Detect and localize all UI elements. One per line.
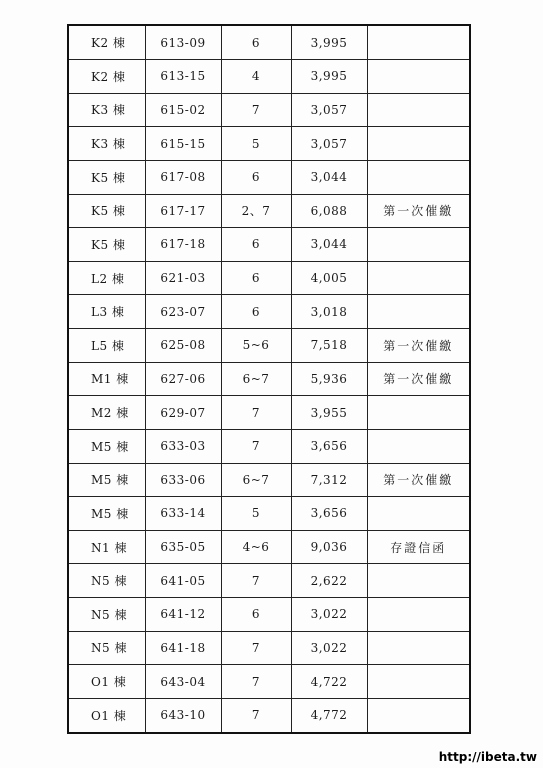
floor-cell: 7: [221, 93, 291, 127]
unit-cell: 615-02: [145, 93, 221, 127]
floor-cell: 7: [221, 698, 291, 733]
table-row: [68, 698, 470, 733]
amount-cell: 9,036: [291, 530, 367, 564]
table-row: [68, 25, 470, 60]
unit-cell: 641-12: [145, 598, 221, 632]
floor-cell: 4: [221, 60, 291, 94]
floor-cell: 7: [221, 665, 291, 699]
note-cell: [367, 698, 470, 733]
note-cell: [367, 160, 470, 194]
note-cell: 第一次催繳: [367, 194, 470, 228]
floor-cell: 6: [221, 598, 291, 632]
building-cell: K3 棟: [68, 127, 145, 161]
amount-cell: 4,005: [291, 261, 367, 295]
table-row: [68, 530, 470, 564]
note-cell: [367, 261, 470, 295]
unit-cell: 617-18: [145, 228, 221, 262]
note-cell: [367, 93, 470, 127]
note-cell: [367, 631, 470, 665]
amount-cell: 6,088: [291, 194, 367, 228]
unit-cell: 623-07: [145, 295, 221, 329]
floor-cell: 5: [221, 127, 291, 161]
note-cell: [367, 564, 470, 598]
table-row: [68, 127, 470, 161]
floor-cell: 7: [221, 429, 291, 463]
table-row: [68, 598, 470, 632]
unit-cell: 643-10: [145, 698, 221, 733]
amount-cell: 3,995: [291, 60, 367, 94]
amount-cell: 2,622: [291, 564, 367, 598]
unit-cell: 615-15: [145, 127, 221, 161]
table-row: [68, 564, 470, 598]
unit-cell: 627-06: [145, 362, 221, 396]
table-row: [68, 396, 470, 430]
floor-cell: 7: [221, 631, 291, 665]
floor-cell: 6: [221, 295, 291, 329]
floor-cell: 6: [221, 160, 291, 194]
note-cell: [367, 665, 470, 699]
table-row: [68, 665, 470, 699]
amount-cell: 3,022: [291, 598, 367, 632]
note-cell: [367, 598, 470, 632]
table-row: [68, 160, 470, 194]
amount-cell: 3,057: [291, 127, 367, 161]
floor-cell: 6: [221, 25, 291, 60]
unit-cell: 643-04: [145, 665, 221, 699]
amount-cell: 3,995: [291, 25, 367, 60]
amount-cell: 5,936: [291, 362, 367, 396]
table-row: [68, 329, 470, 363]
floor-cell: 6: [221, 228, 291, 262]
note-cell: [367, 60, 470, 94]
building-cell: K2 棟: [68, 25, 145, 60]
building-cell: M2 棟: [68, 396, 145, 430]
table-row: [68, 194, 470, 228]
note-cell: [367, 228, 470, 262]
table-row: [68, 93, 470, 127]
unit-cell: 621-03: [145, 261, 221, 295]
building-cell: M5 棟: [68, 463, 145, 497]
amount-cell: 3,656: [291, 497, 367, 531]
floor-cell: 7: [221, 564, 291, 598]
unit-cell: 625-08: [145, 329, 221, 363]
unit-cell: 617-08: [145, 160, 221, 194]
building-cell: N5 棟: [68, 631, 145, 665]
unit-cell: 633-14: [145, 497, 221, 531]
ledger-body: [68, 25, 470, 733]
building-cell: M1 棟: [68, 362, 145, 396]
building-cell: M5 棟: [68, 429, 145, 463]
unit-cell: 641-18: [145, 631, 221, 665]
floor-cell: 2、7: [221, 194, 291, 228]
note-cell: 第一次催繳: [367, 329, 470, 363]
building-cell: M5 棟: [68, 497, 145, 531]
note-cell: 第一次催繳: [367, 362, 470, 396]
amount-cell: 4,772: [291, 698, 367, 733]
amount-cell: 3,018: [291, 295, 367, 329]
table-row: [68, 362, 470, 396]
note-cell: [367, 429, 470, 463]
amount-cell: 7,518: [291, 329, 367, 363]
building-cell: K5 棟: [68, 228, 145, 262]
table-row: [68, 463, 470, 497]
unit-cell: 633-06: [145, 463, 221, 497]
unit-cell: 633-03: [145, 429, 221, 463]
table-row: [68, 228, 470, 262]
floor-cell: 4~6: [221, 530, 291, 564]
amount-cell: 3,656: [291, 429, 367, 463]
note-cell: [367, 295, 470, 329]
building-cell: N5 棟: [68, 564, 145, 598]
table-row: [68, 261, 470, 295]
note-cell: 存證信函: [367, 530, 470, 564]
table-row: [68, 631, 470, 665]
ledger-table: [67, 24, 471, 734]
floor-cell: 6~7: [221, 362, 291, 396]
note-cell: [367, 25, 470, 60]
amount-cell: 3,057: [291, 93, 367, 127]
building-cell: L2 棟: [68, 261, 145, 295]
unit-cell: 617-17: [145, 194, 221, 228]
unit-cell: 629-07: [145, 396, 221, 430]
amount-cell: 3,955: [291, 396, 367, 430]
unit-cell: 613-09: [145, 25, 221, 60]
building-cell: N5 棟: [68, 598, 145, 632]
building-cell: L5 棟: [68, 329, 145, 363]
building-cell: K2 棟: [68, 60, 145, 94]
table-row: [68, 60, 470, 94]
building-cell: O1 棟: [68, 698, 145, 733]
unit-cell: 613-15: [145, 60, 221, 94]
floor-cell: 7: [221, 396, 291, 430]
building-cell: L3 棟: [68, 295, 145, 329]
note-cell: [367, 127, 470, 161]
floor-cell: 5: [221, 497, 291, 531]
floor-cell: 6: [221, 261, 291, 295]
building-cell: K5 棟: [68, 194, 145, 228]
amount-cell: 3,044: [291, 160, 367, 194]
table-row: [68, 295, 470, 329]
building-cell: N1 棟: [68, 530, 145, 564]
unit-cell: 635-05: [145, 530, 221, 564]
amount-cell: 4,722: [291, 665, 367, 699]
floor-cell: 6~7: [221, 463, 291, 497]
note-cell: [367, 396, 470, 430]
site-watermark: http://ibeta.tw: [438, 750, 537, 764]
building-cell: K5 棟: [68, 160, 145, 194]
table-row: [68, 429, 470, 463]
building-cell: K3 棟: [68, 93, 145, 127]
amount-cell: 3,022: [291, 631, 367, 665]
unit-cell: 641-05: [145, 564, 221, 598]
building-cell: O1 棟: [68, 665, 145, 699]
amount-cell: 3,044: [291, 228, 367, 262]
table-row: [68, 497, 470, 531]
note-cell: [367, 497, 470, 531]
note-cell: 第一次催繳: [367, 463, 470, 497]
amount-cell: 7,312: [291, 463, 367, 497]
floor-cell: 5~6: [221, 329, 291, 363]
